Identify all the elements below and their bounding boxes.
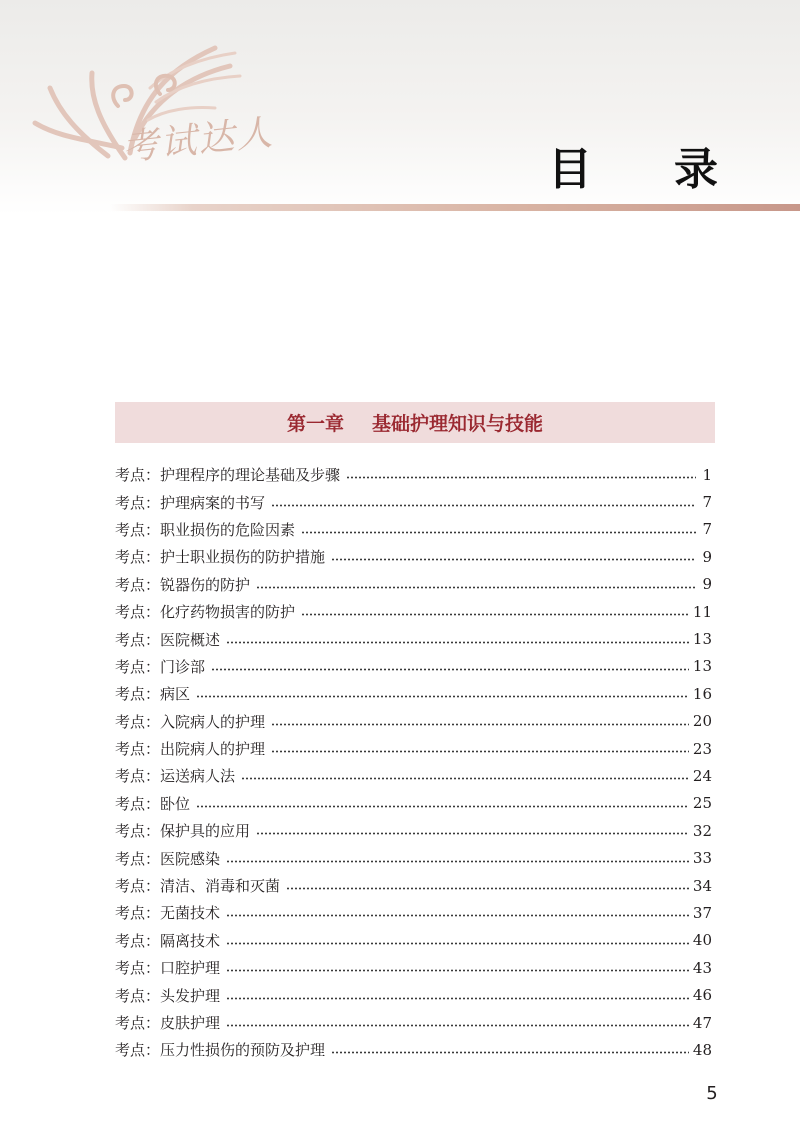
dot-leader (226, 942, 689, 945)
toc-entry-title: 运送病人法 (160, 767, 236, 786)
dot-leader (226, 860, 689, 863)
toc-entry-title: 职业损伤的危险因素 (160, 520, 296, 539)
toc-entry-title: 护理程序的理论基础及步骤 (160, 466, 341, 485)
toc-entry[interactable] (115, 981, 712, 1008)
toc-entry[interactable] (115, 1009, 712, 1036)
toc-entry-page: 32 (692, 821, 712, 840)
toc-entry[interactable] (115, 543, 712, 570)
toc-entry-page: 23 (692, 739, 712, 758)
toc-prefix: 考点： (115, 767, 161, 786)
page-title (548, 140, 718, 200)
toc-entry-page: 25 (692, 794, 712, 813)
toc-entry-title: 保护具的应用 (160, 822, 251, 841)
toc-entry-page: 9 (702, 547, 712, 566)
toc-entry-page: 46 (692, 986, 712, 1005)
dot-leader (256, 586, 696, 589)
dot-leader (286, 887, 689, 890)
toc-prefix: 考点： (115, 657, 161, 676)
toc-prefix: 考点： (115, 986, 161, 1005)
toc-entry-page: 34 (692, 876, 712, 895)
toc-entry[interactable] (115, 598, 712, 625)
toc-entry-title: 病区 (160, 685, 191, 704)
toc-entry[interactable] (115, 735, 712, 762)
toc-prefix: 考点： (115, 822, 161, 841)
toc-prefix: 考点： (115, 630, 161, 649)
dot-leader (271, 504, 696, 507)
toc-entry-title: 清洁、消毒和灭菌 (160, 877, 281, 896)
page-number: 5 (706, 1083, 718, 1104)
toc-entry[interactable] (115, 954, 712, 981)
toc-prefix: 考点： (115, 1014, 161, 1032)
page-title-char-1: 目 (548, 144, 592, 195)
logo-wordmark: 考试达人 (120, 112, 277, 169)
toc-entry-page: 11 (692, 602, 712, 621)
toc-prefix: 考点： (115, 794, 161, 813)
toc-entry[interactable] (115, 461, 712, 488)
toc-prefix: 考点： (115, 959, 161, 978)
dot-leader (331, 558, 696, 561)
toc-entry-page: 9 (702, 575, 712, 594)
toc-entry-title: 医院感染 (160, 849, 221, 868)
toc-entry[interactable] (115, 680, 712, 707)
toc-entry-page: 33 (692, 849, 712, 868)
table-of-contents (115, 461, 712, 1064)
toc-entry[interactable] (115, 571, 712, 598)
toc-entry-page: 7 (702, 493, 712, 512)
toc-entry-title: 化疗药物损害的防护 (160, 603, 296, 622)
toc-entry-page: 16 (692, 684, 712, 703)
toc-entry-page: 47 (692, 1013, 712, 1032)
dot-leader (271, 723, 689, 726)
chapter-number: 第一章 (286, 413, 344, 435)
toc-entry[interactable] (115, 790, 712, 817)
toc-entry[interactable] (115, 762, 712, 789)
toc-entry-page: 1 (702, 465, 712, 484)
toc-entry[interactable] (115, 516, 712, 543)
toc-entry-title: 入院病人的护理 (160, 712, 266, 731)
toc-entry-title: 护理病案的书写 (160, 493, 266, 512)
dot-leader (271, 750, 689, 753)
toc-entry-page: 40 (692, 931, 712, 950)
toc-entry-title: 皮肤护理 (160, 1014, 221, 1032)
toc-entry-title: 门诊部 (160, 657, 206, 676)
toc-entry[interactable] (115, 927, 712, 954)
toc-entry-page: 48 (692, 1040, 712, 1059)
toc-entry-page: 13 (692, 657, 712, 676)
toc-entry-title: 无菌技术 (160, 904, 221, 923)
toc-entry-title: 压力性损伤的预防及护理 (160, 1041, 326, 1060)
toc-prefix: 考点： (115, 712, 161, 731)
dot-leader (241, 777, 689, 780)
dot-leader (256, 832, 689, 835)
dot-leader (301, 613, 689, 616)
toc-entry-page: 24 (692, 766, 712, 785)
toc-entry-page: 13 (692, 630, 712, 649)
toc-prefix: 考点： (115, 904, 161, 923)
toc-prefix: 考点： (115, 603, 161, 622)
page-title-char-2: 录 (674, 144, 718, 195)
toc-entry[interactable] (115, 488, 712, 515)
toc-prefix: 考点： (115, 877, 161, 896)
dot-leader (196, 695, 689, 698)
toc-entry-title: 出院病人的护理 (160, 740, 266, 759)
toc-entry[interactable] (115, 653, 712, 680)
toc-prefix: 考点： (115, 849, 161, 868)
dot-leader (211, 668, 689, 671)
toc-entry-page: 20 (692, 712, 712, 731)
toc-prefix: 考点： (115, 931, 161, 950)
toc-entry-title: 锐器伤的防护 (160, 575, 251, 594)
toc-entry-page: 7 (702, 520, 712, 539)
toc-prefix: 考点： (115, 685, 161, 704)
dot-leader (226, 641, 689, 644)
dot-leader (226, 914, 689, 917)
dot-leader (226, 997, 689, 1000)
toc-entry-title: 护士职业损伤的防护措施 (160, 548, 326, 567)
toc-prefix: 考点： (115, 548, 161, 567)
dot-leader (346, 476, 696, 479)
chapter-title: 基础护理知识与技能 (372, 413, 544, 435)
header-rule (110, 204, 800, 211)
dot-leader (226, 969, 689, 972)
chapter-banner (115, 402, 715, 443)
toc-entry[interactable] (115, 872, 712, 899)
toc-entry[interactable] (115, 817, 712, 844)
toc-entry-page: 43 (692, 958, 712, 977)
toc-entry-title: 隔离技术 (160, 931, 221, 950)
dot-leader (331, 1051, 689, 1054)
toc-entry-title: 卧位 (160, 794, 191, 813)
toc-prefix: 考点： (115, 493, 161, 512)
toc-entry-title: 头发护理 (160, 986, 221, 1005)
toc-entry[interactable] (115, 1036, 712, 1063)
toc-entry-title: 口腔护理 (160, 959, 221, 978)
toc-entry[interactable] (115, 899, 712, 926)
dot-leader (226, 1024, 689, 1027)
dot-leader (196, 805, 689, 808)
toc-prefix: 考点： (115, 575, 161, 594)
toc-entry[interactable] (115, 625, 712, 652)
toc-prefix: 考点： (115, 740, 161, 759)
toc-entry[interactable] (115, 844, 712, 871)
toc-prefix: 考点： (115, 1041, 161, 1060)
toc-entry-title: 医院概述 (160, 630, 221, 649)
toc-entry-page: 37 (692, 903, 712, 922)
toc-prefix: 考点： (115, 466, 161, 485)
toc-prefix: 考点： (115, 520, 161, 539)
dot-leader (301, 531, 696, 534)
toc-entry[interactable] (115, 708, 712, 735)
